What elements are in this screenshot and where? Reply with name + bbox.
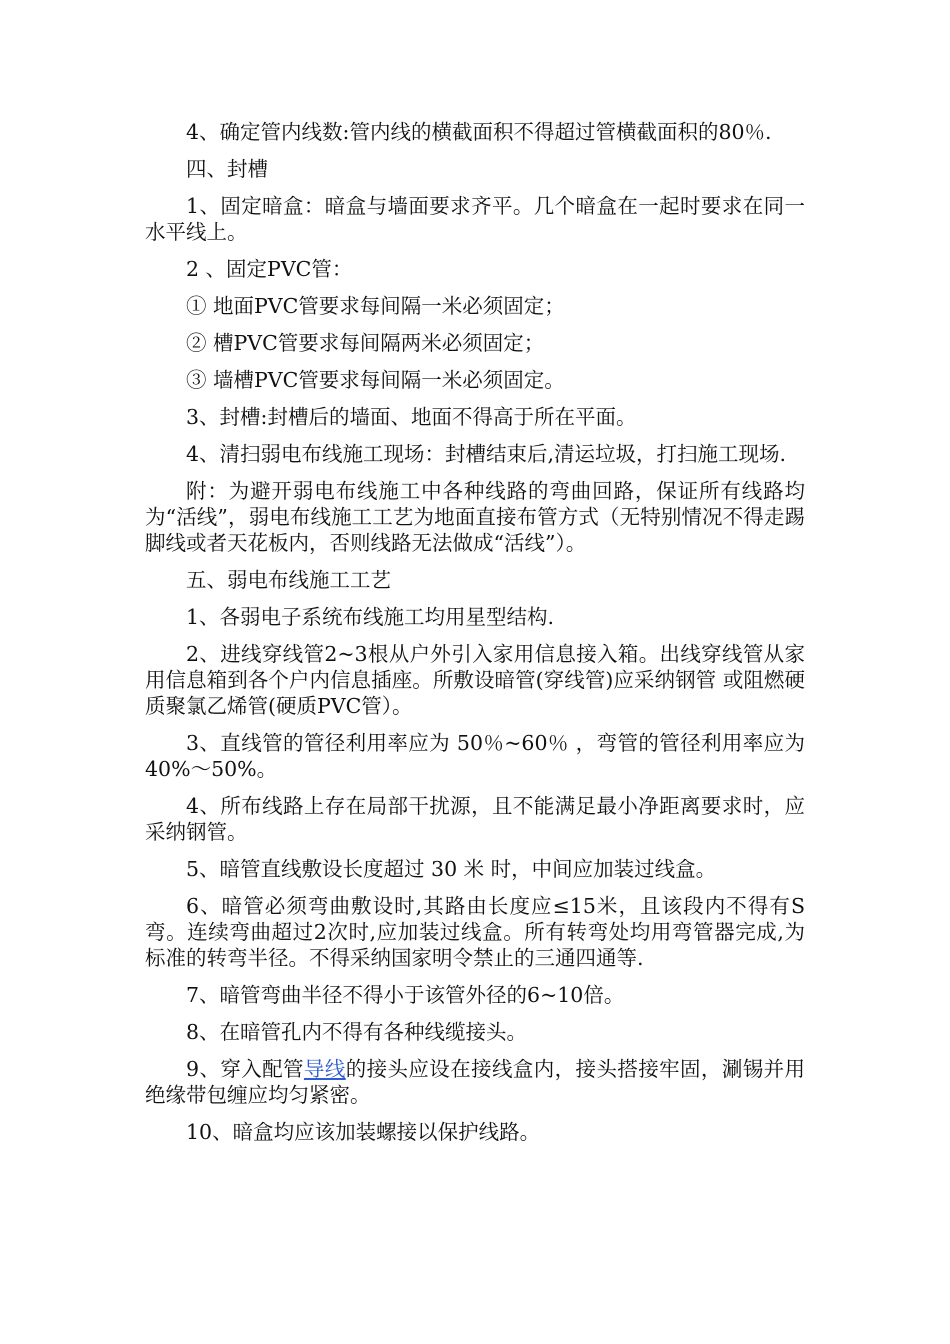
- paragraph-wire-joints: [145, 1056, 805, 1108]
- list-item-floor-pvc: ① 地面PVC管要求每间隔一米必须固定；: [186, 294, 565, 318]
- paragraph-box-threads: 10、暗盒均应该加装螺接以保护线路。: [186, 1120, 541, 1144]
- paragraph-utilization-rate: 3、直线管的管径利用率应为 50％~60％ ，弯管的管径利用率应为 40%～50%。: [145, 731, 805, 781]
- section-heading-sealing: 四、封槽: [186, 157, 268, 181]
- paragraph-straight-length: 5、暗管直线敷设长度超过 30 米 时，中间应加装过线盒。: [186, 857, 717, 881]
- paragraph-no-joints: 8、在暗管孔内不得有各种线缆接头。: [186, 1020, 528, 1044]
- list-item-slot-pvc: ② 槽PVC管要求每间隔两米必须固定；: [186, 331, 545, 355]
- paragraph-fix-box: 1、固定暗盒：暗盒与墙面要求齐平。几个暗盒在一起时要求在同一水平线上。: [145, 194, 805, 244]
- paragraph-bend-radius: 7、暗管弯曲半径不得小于该管外径的6~10倍。: [186, 983, 625, 1007]
- paragraph-bend-rules: 6、暗管必须弯曲敷设时,其路由长度应≤15米，且该段内不得有S弯。连续弯曲超过2次时,应加装过线盒。所有转弯处均用弯管器完成,为标准的转弯半径。不得采纳国家明令禁止的三通四通等.: [145, 894, 805, 970]
- paragraph-line-count: 4、确定管内线数:管内线的横截面积不得超过管横截面积的80％.: [186, 120, 772, 144]
- section-heading-wiring-process: 五、弱电布线施工工艺: [186, 568, 391, 592]
- paragraph-star-topology: 1、各弱电子系统布线施工均用星型结构.: [186, 605, 555, 629]
- paragraph-appendix-note: 附：为避开弱电布线施工中各种线路的弯曲回路，保证所有线路均为“活线”，弱电布线施工工艺为地面直接布管方式（无特别情况不得走踢脚线或者天花板内，否则线路无法做成“活线”）。: [145, 479, 805, 555]
- paragraph-wire-joints-start: 9、穿入配管: [186, 1057, 304, 1081]
- paragraph-fix-pvc: 2 、固定PVC管：: [186, 257, 353, 281]
- paragraph-conduit-entry: 2、进线穿线管2~3根从户外引入家用信息接入箱。出线穿线管从家用信息箱到各个户内信息插座。所敷设暗管(穿线管)应采纳钢管 或阻燃硬质聚氯乙烯管(硬质PVC管）。: [145, 642, 805, 718]
- paragraph-interference: 4、所布线路上存在局部干扰源，且不能满足最小净距离要求时，应采纳钢管。: [145, 794, 805, 844]
- list-item-wall-pvc: ③ 墙槽PVC管要求每间隔一米必须固定。: [186, 368, 565, 392]
- wire-link[interactable]: 导线: [303, 1057, 346, 1081]
- paragraph-clean-site: 4、清扫弱电布线施工现场：封槽结束后,清运垃圾，打扫施工现场.: [186, 442, 787, 466]
- document-page: [145, 119, 805, 1156]
- paragraph-seal-slot: 3、封槽:封槽后的墙面、地面不得高于所在平面。: [186, 405, 637, 429]
- paragraph-wire-joints-end: 的接头应设在接线盒内，接头搭接牢固，涮锡并用绝缘带包缠应均匀紧密。: [145, 1057, 806, 1107]
